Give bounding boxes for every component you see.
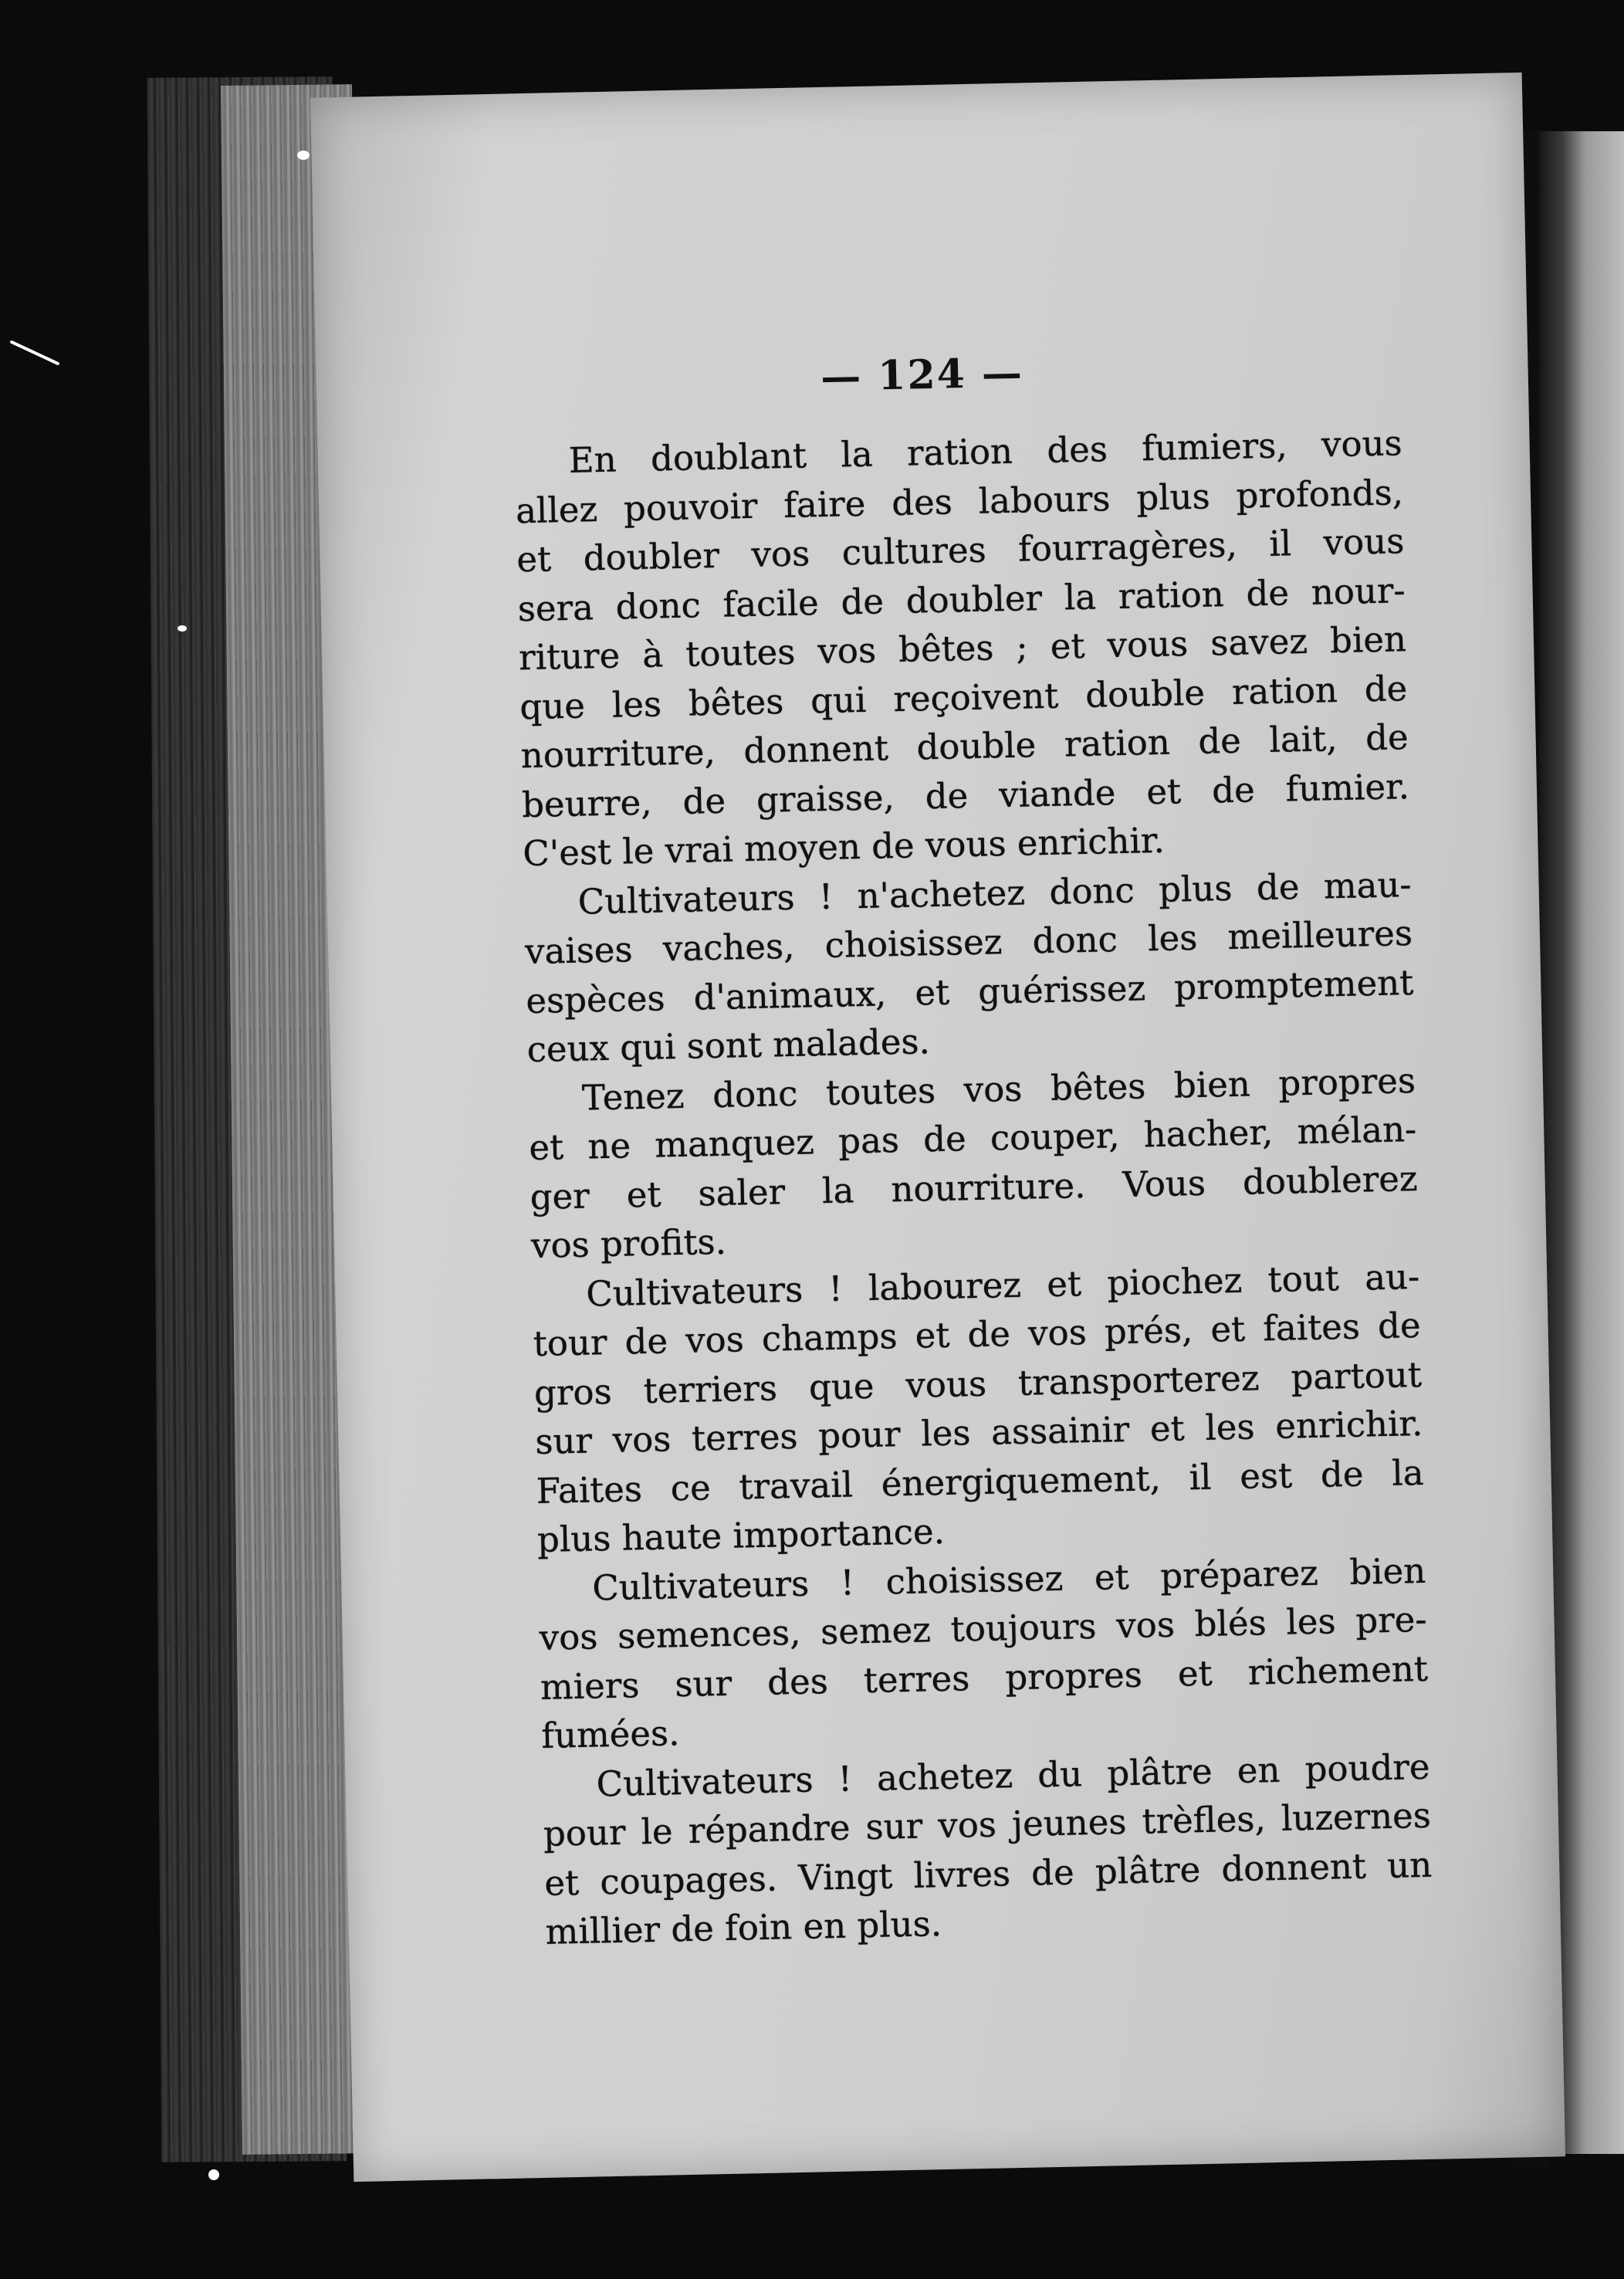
text-line: fumées. [540, 1712, 680, 1756]
dust-speck [208, 2169, 219, 2180]
text-line: riture à toutes vos bêtes ; et vous savez bien [518, 618, 1407, 679]
text-line: Cultivateurs ! n'achetez donc plus de mau- [577, 863, 1413, 923]
text-line: C'est le vrai moyen de vous enrichir. [522, 819, 1166, 875]
text-line: Tenez donc toutes vos bêtes bien propres [581, 1059, 1416, 1119]
paragraph [484, 1546, 1429, 1761]
text-line: et coupages. Vingt livres de plâtre donnent un [543, 1844, 1433, 1904]
paragraph [478, 1251, 1426, 1565]
text-line: que les bêtes qui reçoivent double ration de [519, 667, 1408, 727]
text-line: ceux qui sont malades. [526, 1021, 931, 1071]
text-line: sera donc facile de doubler la ration de nour- [517, 569, 1406, 629]
text-line: vos profits. [530, 1221, 727, 1267]
text-line: millier de foin en plus. [545, 1903, 942, 1952]
text-line: allez pouvoir faire des labours plus profonds, [515, 471, 1404, 531]
text-line: Cultivateurs ! choisissez et préparez bien [591, 1549, 1426, 1608]
text-line: et ne manquez pas de couper, hacher, mélan- [528, 1109, 1417, 1169]
paragraph [469, 860, 1415, 1075]
text-line: En doublant la ration des fumiers, vous [568, 422, 1403, 481]
text-line: espèces d'animaux, et guérissez promptement [525, 961, 1414, 1021]
paragraph [460, 418, 1411, 879]
text-line: tour de vos champs et de vos prés, et faites de [533, 1304, 1422, 1365]
text-line: sur vos terres pour les assainir et les enrichir. [534, 1402, 1423, 1463]
text-line: vaises vaches, choisissez donc les meilleures [524, 913, 1413, 973]
text-line: Cultivateurs ! labourez et piochez tout au- [585, 1255, 1420, 1315]
text-line: vos semences, semez toujours vos blés les pre- [539, 1598, 1428, 1658]
text-line: beurre, de graisse, de viande et de fumier. [521, 765, 1410, 825]
dust-speck [178, 625, 187, 632]
page-number: — 124 — [820, 349, 1024, 401]
text-line: Faites ce travail énergiquement, il est de la [536, 1451, 1425, 1512]
text-line: pour le répandre sur vos jeunes trèfles, luzernes [543, 1794, 1432, 1854]
paragraph [488, 1742, 1433, 1957]
text-line: plus haute importance. [536, 1510, 946, 1560]
paragraph [473, 1056, 1419, 1272]
text-line: et doubler vos cultures fourragères, il vous [516, 520, 1405, 581]
page-body-text [460, 418, 1433, 1958]
text-line: gros terriers que vous transporterez partout [533, 1353, 1423, 1414]
text-line: miers sur des terres propres et richement [540, 1647, 1429, 1708]
text-line: nourriture, donnent double ration de lait, de [520, 716, 1409, 777]
book-page [310, 73, 1565, 2182]
text-line: ger et saler la nourriture. Vous doublerez [529, 1157, 1419, 1217]
text-line: Cultivateurs ! achetez du plâtre en poudre [596, 1746, 1431, 1804]
dust-speck [9, 340, 59, 365]
dust-speck [297, 151, 310, 160]
